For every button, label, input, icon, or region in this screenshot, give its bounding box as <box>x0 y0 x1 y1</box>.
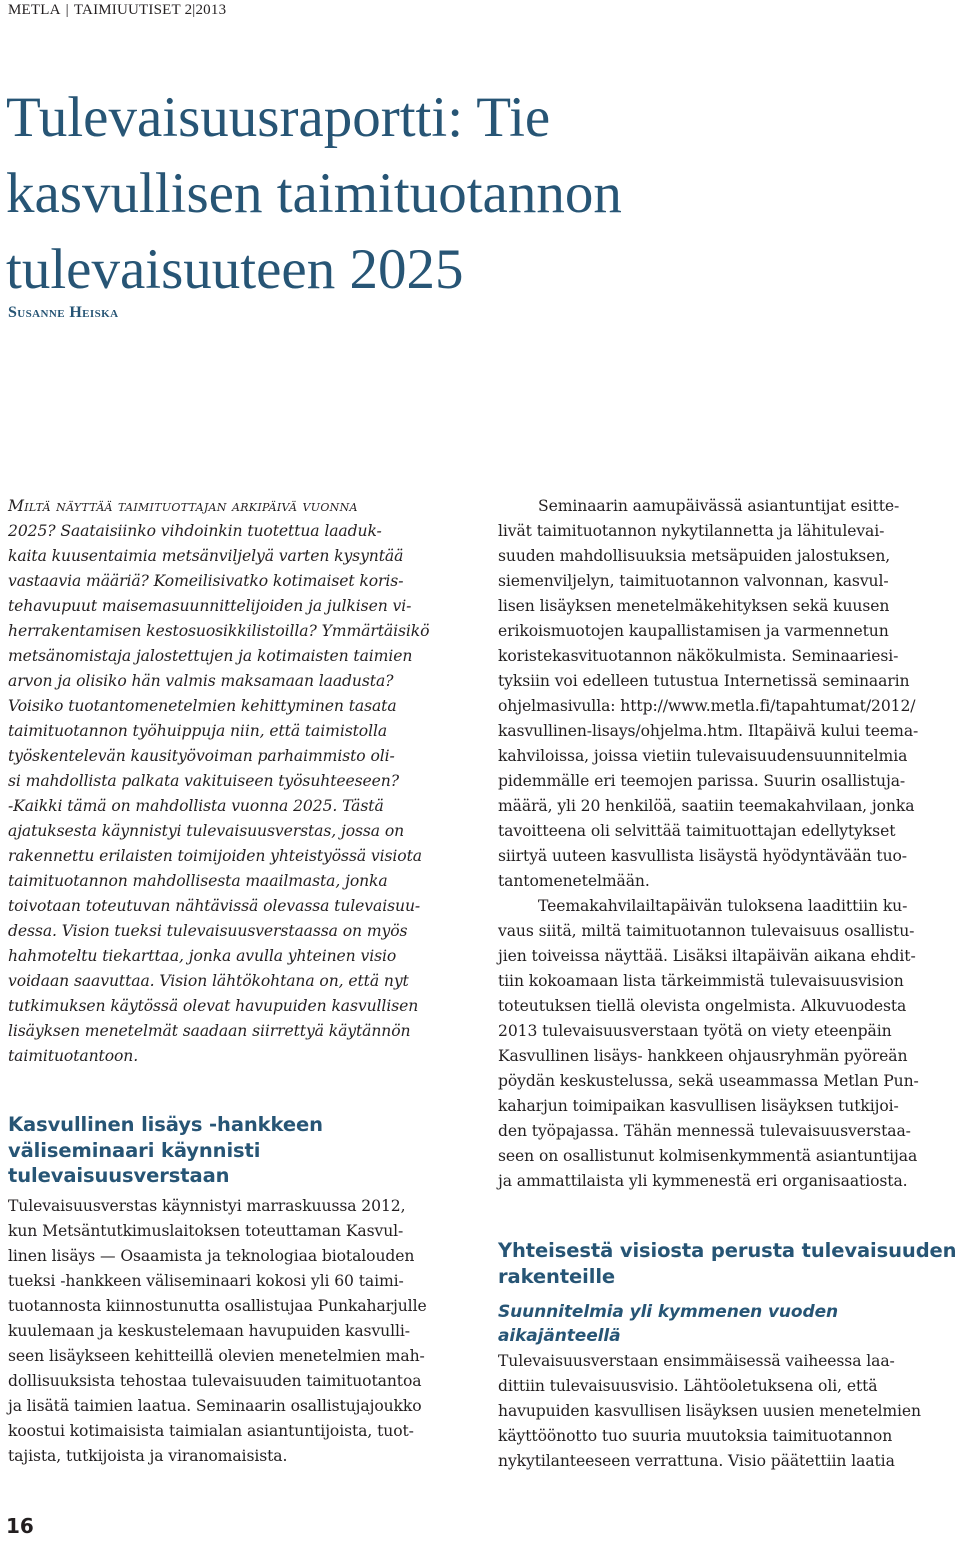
body-line: tavoitteena oli selvittää taimituottajan edellytykset <box>498 822 896 840</box>
body-line: kasvullinen-lisays/ohjelma.htm. Iltapäivä kului teema- <box>498 722 919 740</box>
heading-line: väliseminaari käynnisti <box>8 1138 261 1162</box>
lead-line: toivotaan toteutuvan nähtävissä olevassa tulevaisuu- <box>8 897 421 915</box>
lead-line: dessa. Vision tueksi tulevaisuusverstaassa on myös <box>8 922 408 940</box>
body-line: siirtyä uuteen kasvullista lisäystä hyödyntävään tuo- <box>498 847 907 865</box>
section2-body <box>498 1349 960 1474</box>
body-line: tuotannosta kiinnostunutta osallistujaa Punkaharjulle <box>8 1297 427 1315</box>
lead-line: si mahdollista palkata vakituiseen työsuhteeseen? <box>8 772 399 790</box>
lead-line: kaita kuusentaimia metsänviljelyä varten kysyntää <box>8 547 404 565</box>
heading-line: Yhteisestä visiosta perusta tulevaisuuden <box>498 1239 957 1262</box>
section-heading-yhteisesta-visiosta <box>498 1238 960 1289</box>
title-line: kasvullisen taimituotannon <box>6 162 622 225</box>
body-line: siemenviljelyn, taimituotannon valvonnan, kasvul- <box>498 572 889 590</box>
lead-line: -Kaikki tämä on mahdollista vuonna 2025. Tästä <box>8 797 384 815</box>
subheading-suunnitelmia <box>498 1300 960 1348</box>
body-line: tiin kokoamaan lista tärkeimmistä tulevaisuusvision <box>498 972 904 990</box>
body-line: suuden mahdollisuuksia metsäpuiden jalostuksen, <box>498 547 891 565</box>
heading-line: Kasvullinen lisäys -hankkeen <box>8 1113 323 1136</box>
lead-line: voidaan saavuttaa. Vision lähtökohtana on, että nyt <box>8 972 409 990</box>
lead-line: taimituotannon työhuippuja niin, että taimistolla <box>8 722 388 740</box>
body-line: pöydän keskustelussa, sekä useammassa Metlan Pun- <box>498 1072 919 1090</box>
subheading-line: Suunnitelmia yli kymmenen vuoden <box>498 1302 839 1322</box>
body-line: tantomenetelmään. <box>498 872 650 890</box>
lead-line: rakennettu erilaisten toimijoiden yhteistyössä visiota <box>8 847 422 865</box>
body-line: Tulevaisuusverstas käynnistyi marraskuussa 2012, <box>8 1197 406 1215</box>
body-line: lisen lisäyksen menetelmäkehityksen sekä kuusen <box>498 597 890 615</box>
body-line: ja ammattilaista yli kymmenestä eri organisaatiosta. <box>498 1172 908 1190</box>
body-line: havupuiden kasvullisen lisäyksen uusien menetelmien <box>498 1402 921 1420</box>
body-line: linen lisäys — Osaamista ja teknologiaa biotalouden <box>8 1247 415 1265</box>
body-line: erikoismuotojen kaupallistamisen ja varmennetun <box>498 622 889 640</box>
lead-line: ajatuksesta käynnistyi tulevaisuusverstas, jossa on <box>8 822 405 840</box>
issue-number: 2|2013 <box>184 2 227 18</box>
lead-paragraph <box>8 494 463 1069</box>
body-line: livät taimituotannon nykytilannetta ja lähitulevai- <box>498 522 885 540</box>
publication-name: METLA <box>8 2 61 18</box>
lead-line: vastaavia määriä? Komeilisivatko kotimaiset koris- <box>8 572 404 590</box>
body-line: seen lisäykseen kehitteillä olevien menetelmien mah- <box>8 1347 425 1365</box>
page-number: 16 <box>6 1514 34 1538</box>
section-heading-kasvullinen-lisays <box>8 1112 468 1189</box>
heading-line: rakenteille <box>498 1264 616 1288</box>
subheading-line: aikajänteellä <box>498 1326 621 1346</box>
body-line: 2013 tulevaisuusverstaan työtä on viety eteenpäin <box>498 1022 892 1040</box>
body-line: toteutuksen tiellä olevista ongelmista. Alkuvuodesta <box>498 997 907 1015</box>
lead-line: 2025? Saataisiinko vihdoinkin tuotettua laaduk- <box>8 522 382 540</box>
body-line: pidemmälle eri teemojen parissa. Suurin osallistuja- <box>498 772 906 790</box>
article-author: Susanne Heiska <box>8 304 119 321</box>
body-line: den työpajassa. Tähän mennessä tulevaisuusverstaa- <box>498 1122 911 1140</box>
body-line: vaus siitä, miltä taimituotannon tulevaisuus osallistu- <box>498 922 915 940</box>
body-line: Kasvullinen lisäys- hankkeen ohjausryhmän pyöreän <box>498 1047 908 1065</box>
body-line: jien toiveissa näyttää. Lisäksi iltapäivän aikana ehdit- <box>498 947 916 965</box>
section1-body <box>8 1194 468 1469</box>
body-line: kahviloissa, joissa vietiin tulevaisuudensuunnitelmia <box>498 747 908 765</box>
lead-line: tutkimuksen käytössä olevat havupuiden kasvullisen <box>8 997 419 1015</box>
lead-line: tehavupuut maisemasuunnittelijoiden ja julkisen vi- <box>8 597 412 615</box>
body-line: dittiin tulevaisuusvisio. Lähtöoletuksena oli, että <box>498 1377 878 1395</box>
series-name: TAIMIUUTISET <box>73 2 181 18</box>
body-line: Seminaarin aamupäivässä asiantuntijat esitte- <box>538 497 900 515</box>
heading-line: tulevaisuusverstaan <box>8 1164 230 1187</box>
body-line: käyttöönotto tuo suuria muutoksia taimituotannon <box>498 1427 893 1445</box>
lead-line: metsänomistaja jalostettujen ja kotimaisten taimien <box>8 647 413 665</box>
body-line: koostui kotimaisista taimialan asiantuntijoista, tuot- <box>8 1422 414 1440</box>
article-title <box>6 80 956 308</box>
body-line: kuulemaan ja keskustelemaan havupuiden kasvulli- <box>8 1322 410 1340</box>
lead-line: Voisiko tuotantomenetelmien kehittyminen tasata <box>8 697 397 715</box>
title-line: Tulevaisuusraportti: Tie <box>6 86 551 149</box>
body-line: kaharjun toimipaikan kasvullisen lisäyksen tutkijoi- <box>498 1097 899 1115</box>
body-line: tyksiin voi edelleen tutustua Internetissä seminaarin <box>498 672 910 690</box>
body-line: tueksi -hankkeen väliseminaari kokosi yli 60 taimi- <box>8 1272 404 1290</box>
body-line: määrä, yli 20 henkilöä, saatiin teemakahvilaan, jonka <box>498 797 915 815</box>
running-head: METLA | TAIMIUUTISET 2|2013 <box>8 2 227 18</box>
lead-line: hahmoteltu tiekarttaa, jonka avulla yhteinen visio <box>8 947 397 965</box>
body-line: ja lisätä taimien laatua. Seminaarin osallistujajoukko <box>8 1397 422 1415</box>
body-line: seen on osallistunut kolmisenkymmentä asiantuntijaa <box>498 1147 918 1165</box>
body-line: Teemakahvilailtapäivän tuloksena laadittiin ku- <box>538 897 908 915</box>
body-line: tajista, tutkijoista ja viranomaisista. <box>8 1447 288 1465</box>
lead-line: arvon ja olisiko hän valmis maksamaan laadusta? <box>8 672 394 690</box>
lead-line: herrakentamisen kestosuosikkilistoilla? Ymmärtäisikö <box>8 622 430 640</box>
body-line: Tulevaisuusverstaan ensimmäisessä vaiheessa laa- <box>498 1352 895 1370</box>
title-line: tulevaisuuteen 2025 <box>6 238 464 301</box>
lead-line: taimituotannon mahdollisesta maailmasta, jonka <box>8 872 388 890</box>
lead-line: taimituotantoon. <box>8 1047 139 1065</box>
body-line: ohjelmasivulla: http://www.metla.fi/tapahtumat/2012/ <box>498 697 916 715</box>
right-column-text <box>498 494 960 1194</box>
body-line: koristekasvituotannon näkökulmista. Seminaariesi- <box>498 647 899 665</box>
body-line: nykytilanteeseen verrattuna. Visio päätettiin laatia <box>498 1452 895 1470</box>
lead-line: lisäyksen menetelmät saadaan siirrettyä käytännön <box>8 1022 411 1040</box>
lead-line: työskentelevän kausityövoiman parhaimmisto oli- <box>8 747 395 765</box>
body-line: kun Metsäntutkimuslaitoksen toteuttaman Kasvul- <box>8 1222 404 1240</box>
lead-opening-caps: Miltä näyttää taimituottajan arkipäivä vuonna <box>8 497 358 515</box>
body-line: dollisuuksista tehostaa tulevaisuuden taimituotantoa <box>8 1372 422 1390</box>
